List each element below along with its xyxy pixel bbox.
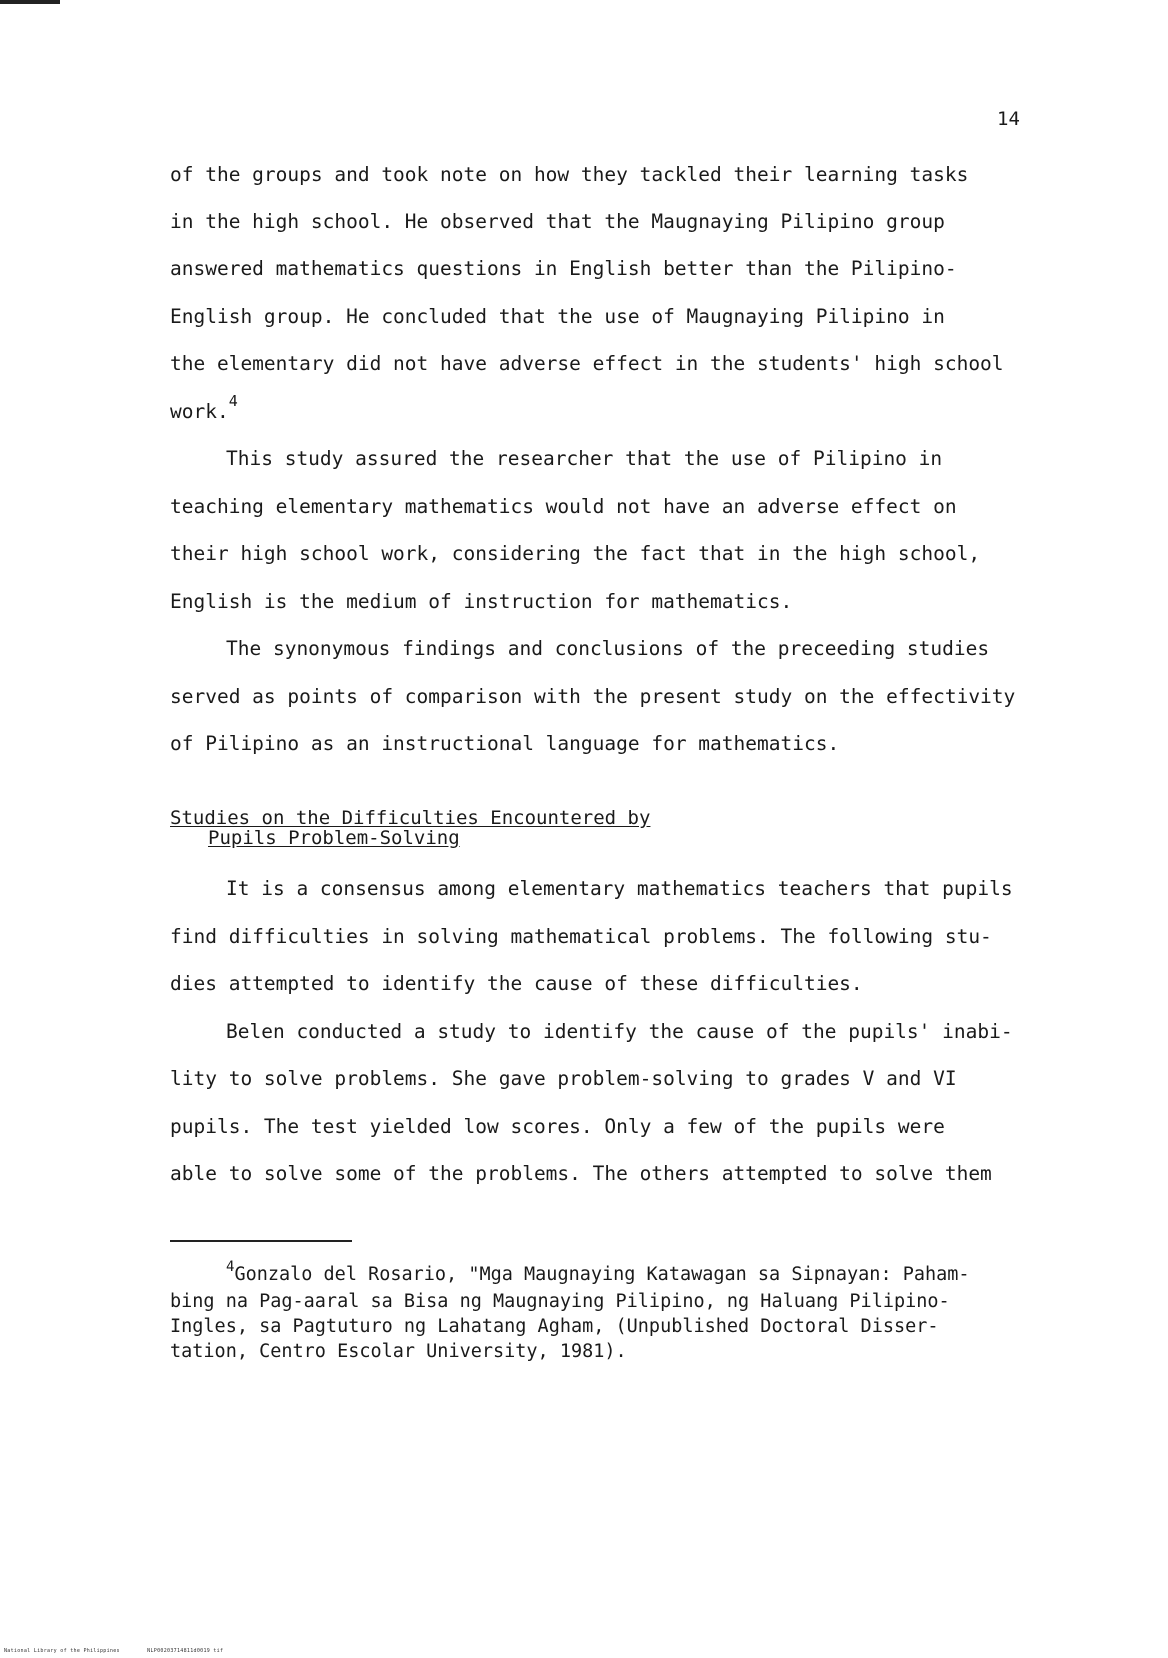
p4-line-2: find difficulties in solving mathematical problems. The following stu- — [170, 925, 992, 948]
p4-line-3: dies attempted to identify the cause of these difficulties. — [170, 972, 863, 995]
footnote — [170, 1259, 970, 1364]
footnote-line-4: tation, Centro Escolar University, 1981). — [170, 1341, 627, 1362]
footnote-line-3: Ingles, sa Pagtuturo ng Lahatang Agham, (Unpublished Doctoral Disser- — [170, 1316, 939, 1337]
scan-footer-library: National Library of the Philippines — [4, 1648, 120, 1654]
page-number: 14 — [997, 108, 1020, 130]
p1-line-2: in the high school. He observed that the Maugnaying Pilipino group — [170, 210, 945, 233]
p1-line-6-text: work. — [170, 400, 229, 423]
section-heading-line-2: Pupils Problem-Solving — [208, 827, 460, 849]
p3-line-3: of Pilipino as an instructional language for mathematics. — [170, 732, 840, 755]
p3-line-1: The synonymous findings and conclusions of the preceeding studies — [226, 637, 990, 660]
p1-line-4: English group. He concluded that the use of Maugnaying Pilipino in — [170, 305, 945, 328]
footnote-line-1 — [170, 1259, 970, 1289]
p1-line-3: answered mathematics questions in English better than the Pilipino- — [170, 257, 957, 280]
p4-line-1: It is a consensus among elementary mathematics teachers that pupils — [226, 877, 1013, 900]
p3-line-2: served as points of comparison with the present study on the effectivity — [170, 685, 1016, 708]
p2-line-2: teaching elementary mathematics would not have an adverse effect on — [170, 495, 957, 518]
footnote-mark: 4 — [226, 1259, 235, 1275]
p2-line-4: English is the medium of instruction for mathematics. — [170, 590, 793, 613]
p5-line-4: able to solve some of the problems. The others attempted to solve them — [170, 1162, 992, 1185]
footnote-divider — [170, 1240, 352, 1242]
p2-line-1: This study assured the researcher that the use of Pilipino in — [226, 447, 943, 470]
footnote-line-2: bing na Pag-aaral sa Bisa ng Maugnaying Pilipino, ng Haluang Pilipino- — [170, 1291, 950, 1312]
footnote-ref: 4 — [228, 392, 238, 410]
p1-line-6 — [170, 392, 238, 423]
p5-line-2: lity to solve problems. She gave problem-solving to grades V and VI — [170, 1067, 957, 1090]
scan-footer — [4, 1648, 247, 1654]
section-heading — [170, 808, 650, 848]
p5-line-1: Belen conducted a study to identify the cause of the pupils' inabi- — [226, 1020, 1013, 1043]
scan-footer-code: NLP00203714811d0019 tif — [147, 1648, 224, 1654]
p5-line-3: pupils. The test yielded low scores. Only a few of the pupils were — [170, 1115, 945, 1138]
scan-edge-mark — [0, 0, 60, 4]
p2-line-3: their high school work, considering the fact that in the high school, — [170, 542, 981, 565]
footnote-line-1-text: Gonzalo del Rosario, "Mga Maugnaying Katawagan sa Sipnayan: Paham- — [234, 1264, 970, 1285]
p1-line-5: the elementary did not have adverse effect in the students' high school — [170, 352, 1004, 375]
p1-line-1: of the groups and took note on how they tackled their learning tasks — [170, 163, 969, 186]
section-heading-line-1: Studies on the Difficulties Encountered by — [170, 807, 651, 829]
